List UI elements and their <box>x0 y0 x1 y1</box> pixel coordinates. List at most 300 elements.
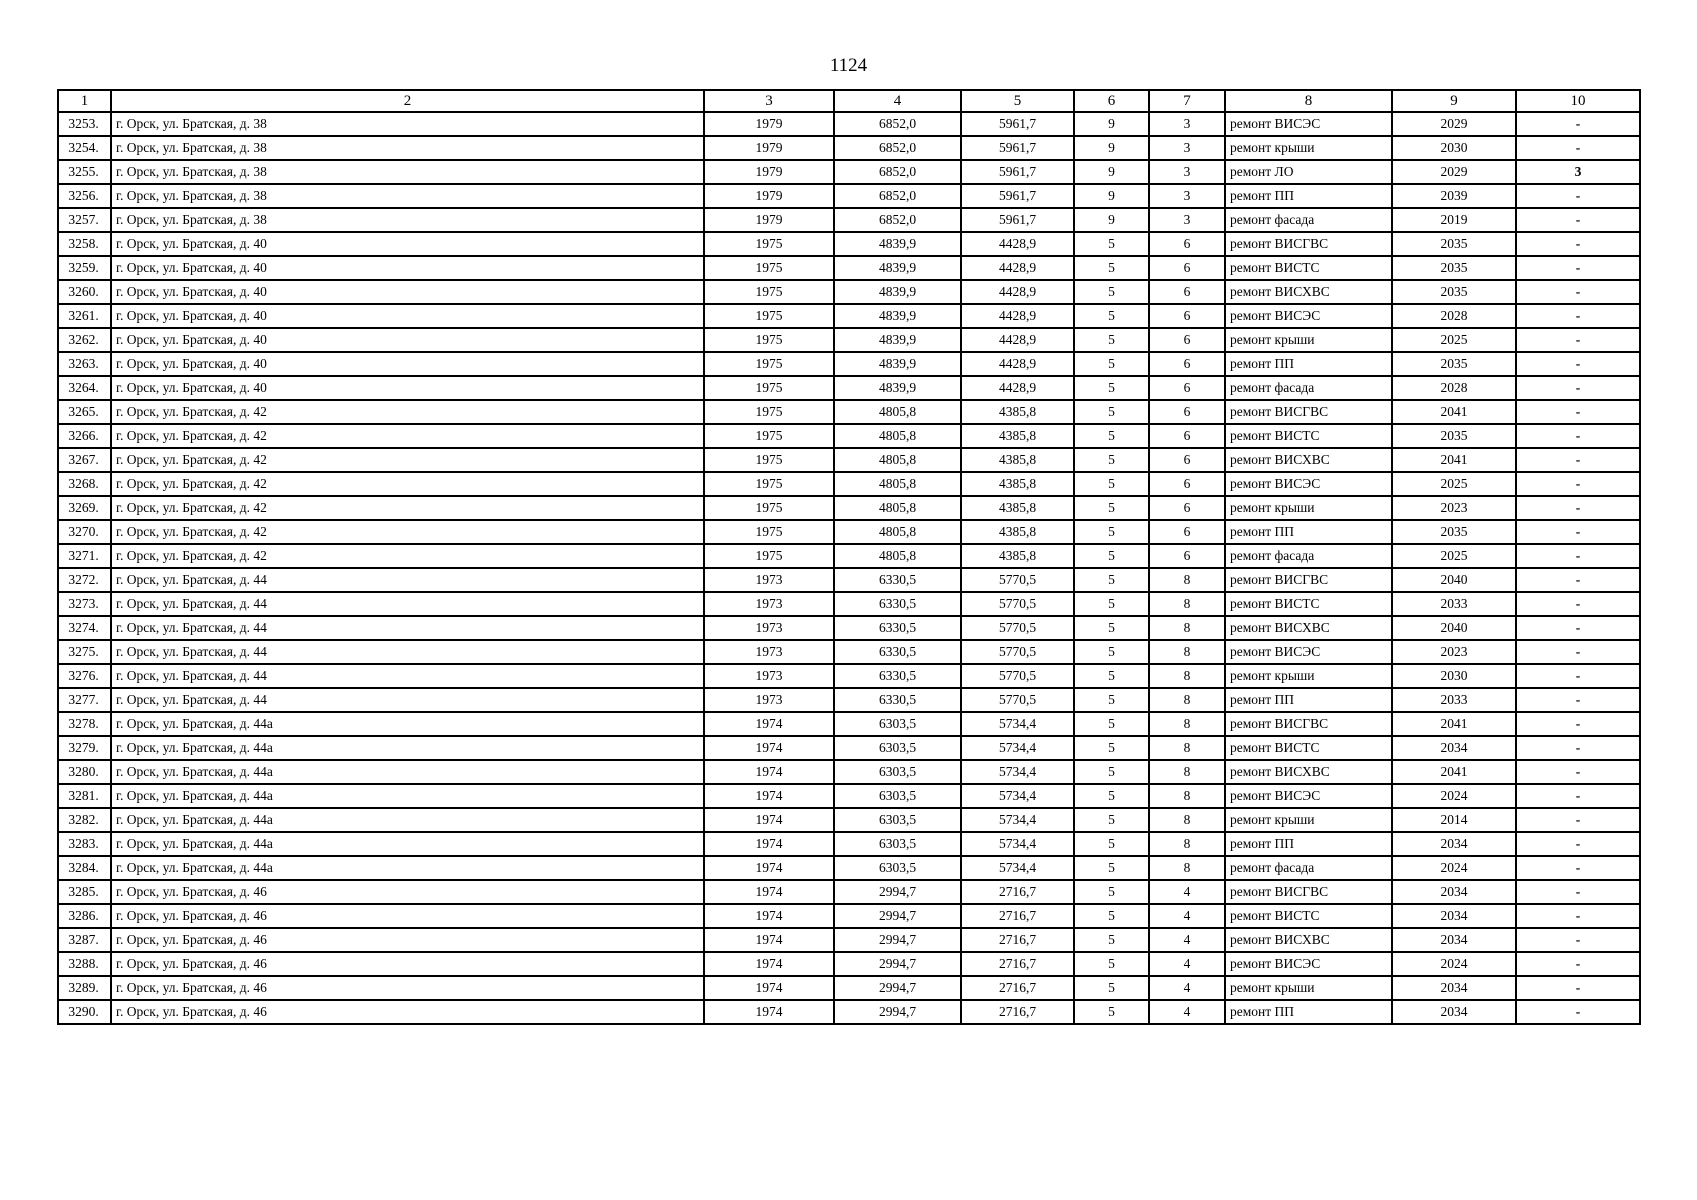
cell-row-number: 3260. <box>58 280 111 304</box>
cell-entrances: 4 <box>1149 904 1225 928</box>
cell-floors: 5 <box>1074 400 1149 424</box>
cell-column-10-value: - <box>1516 304 1640 328</box>
cell-work-type: ремонт ПП <box>1225 520 1392 544</box>
cell-address: г. Орск, ул. Братская, д. 40 <box>111 352 704 376</box>
cell-floors: 5 <box>1074 616 1149 640</box>
cell-entrances: 8 <box>1149 688 1225 712</box>
cell-living-area: 5734,4 <box>961 712 1074 736</box>
cell-living-area: 5770,5 <box>961 568 1074 592</box>
cell-entrances: 8 <box>1149 616 1225 640</box>
cell-work-type: ремонт ПП <box>1225 352 1392 376</box>
table-row <box>58 832 1640 856</box>
cell-total-area: 4805,8 <box>834 400 961 424</box>
cell-column-10-value: - <box>1516 496 1640 520</box>
cell-row-number: 3257. <box>58 208 111 232</box>
cell-living-area: 4428,9 <box>961 280 1074 304</box>
table-row <box>58 544 1640 568</box>
cell-row-number: 3285. <box>58 880 111 904</box>
cell-living-area: 5734,4 <box>961 808 1074 832</box>
cell-row-number: 3286. <box>58 904 111 928</box>
cell-work-type: ремонт ВИСХВС <box>1225 616 1392 640</box>
cell-build-year: 1974 <box>704 808 834 832</box>
cell-address: г. Орск, ул. Братская, д. 42 <box>111 520 704 544</box>
cell-floors: 5 <box>1074 832 1149 856</box>
cell-plan-year: 2025 <box>1392 472 1516 496</box>
cell-floors: 5 <box>1074 544 1149 568</box>
cell-row-number: 3290. <box>58 1000 111 1024</box>
cell-plan-year: 2034 <box>1392 928 1516 952</box>
cell-plan-year: 2034 <box>1392 832 1516 856</box>
cell-floors: 9 <box>1074 160 1149 184</box>
cell-total-area: 4805,8 <box>834 424 961 448</box>
cell-address: г. Орск, ул. Братская, д. 42 <box>111 496 704 520</box>
cell-column-10-value: - <box>1516 184 1640 208</box>
cell-living-area: 4385,8 <box>961 424 1074 448</box>
cell-build-year: 1979 <box>704 160 834 184</box>
cell-entrances: 3 <box>1149 160 1225 184</box>
cell-total-area: 6852,0 <box>834 184 961 208</box>
cell-row-number: 3278. <box>58 712 111 736</box>
cell-column-10-value: - <box>1516 520 1640 544</box>
cell-entrances: 8 <box>1149 808 1225 832</box>
cell-total-area: 4805,8 <box>834 520 961 544</box>
cell-plan-year: 2041 <box>1392 400 1516 424</box>
cell-total-area: 6303,5 <box>834 712 961 736</box>
column-header-4: 4 <box>834 90 961 112</box>
cell-living-area: 4428,9 <box>961 232 1074 256</box>
cell-living-area: 4428,9 <box>961 352 1074 376</box>
cell-total-area: 4805,8 <box>834 472 961 496</box>
cell-row-number: 3280. <box>58 760 111 784</box>
cell-plan-year: 2034 <box>1392 1000 1516 1024</box>
cell-floors: 9 <box>1074 136 1149 160</box>
cell-row-number: 3254. <box>58 136 111 160</box>
cell-total-area: 6303,5 <box>834 760 961 784</box>
cell-floors: 5 <box>1074 328 1149 352</box>
cell-plan-year: 2014 <box>1392 808 1516 832</box>
cell-address: г. Орск, ул. Братская, д. 42 <box>111 544 704 568</box>
cell-total-area: 6852,0 <box>834 112 961 136</box>
cell-row-number: 3259. <box>58 256 111 280</box>
cell-build-year: 1975 <box>704 376 834 400</box>
table-row <box>58 160 1640 184</box>
cell-build-year: 1975 <box>704 520 834 544</box>
cell-plan-year: 2035 <box>1392 424 1516 448</box>
cell-floors: 5 <box>1074 688 1149 712</box>
cell-build-year: 1975 <box>704 448 834 472</box>
cell-row-number: 3258. <box>58 232 111 256</box>
table-row <box>58 856 1640 880</box>
cell-work-type: ремонт ВИСЭС <box>1225 640 1392 664</box>
cell-build-year: 1975 <box>704 232 834 256</box>
cell-column-10-value: - <box>1516 448 1640 472</box>
page-number: 1124 <box>829 55 868 76</box>
table-row <box>58 976 1640 1000</box>
cell-build-year: 1975 <box>704 472 834 496</box>
cell-address: г. Орск, ул. Братская, д. 42 <box>111 448 704 472</box>
table-row <box>58 952 1640 976</box>
cell-entrances: 8 <box>1149 568 1225 592</box>
cell-work-type: ремонт фасада <box>1225 856 1392 880</box>
cell-row-number: 3284. <box>58 856 111 880</box>
table-row <box>58 616 1640 640</box>
cell-total-area: 6303,5 <box>834 784 961 808</box>
cell-living-area: 5734,4 <box>961 760 1074 784</box>
cell-work-type: ремонт ВИСХВС <box>1225 760 1392 784</box>
cell-total-area: 4839,9 <box>834 304 961 328</box>
cell-plan-year: 2041 <box>1392 760 1516 784</box>
table-row <box>58 880 1640 904</box>
cell-build-year: 1974 <box>704 952 834 976</box>
cell-work-type: ремонт ВИСХВС <box>1225 928 1392 952</box>
cell-floors: 5 <box>1074 1000 1149 1024</box>
cell-column-10-value: - <box>1516 112 1640 136</box>
cell-total-area: 6852,0 <box>834 208 961 232</box>
cell-build-year: 1974 <box>704 904 834 928</box>
column-header-7: 7 <box>1149 90 1225 112</box>
cell-plan-year: 2041 <box>1392 448 1516 472</box>
cell-total-area: 6330,5 <box>834 568 961 592</box>
cell-entrances: 8 <box>1149 832 1225 856</box>
cell-work-type: ремонт ПП <box>1225 832 1392 856</box>
table-row <box>58 376 1640 400</box>
cell-column-10-value: - <box>1516 832 1640 856</box>
cell-entrances: 8 <box>1149 784 1225 808</box>
cell-build-year: 1979 <box>704 208 834 232</box>
cell-build-year: 1973 <box>704 568 834 592</box>
table-row <box>58 232 1640 256</box>
cell-work-type: ремонт ВИСТС <box>1225 904 1392 928</box>
cell-build-year: 1974 <box>704 880 834 904</box>
cell-address: г. Орск, ул. Братская, д. 46 <box>111 928 704 952</box>
cell-floors: 5 <box>1074 880 1149 904</box>
table-row <box>58 520 1640 544</box>
cell-entrances: 3 <box>1149 184 1225 208</box>
cell-row-number: 3279. <box>58 736 111 760</box>
cell-plan-year: 2040 <box>1392 568 1516 592</box>
cell-total-area: 2994,7 <box>834 904 961 928</box>
cell-total-area: 4805,8 <box>834 544 961 568</box>
cell-entrances: 6 <box>1149 328 1225 352</box>
cell-column-10-value: - <box>1516 544 1640 568</box>
cell-build-year: 1975 <box>704 496 834 520</box>
table-row <box>58 760 1640 784</box>
cell-total-area: 4805,8 <box>834 496 961 520</box>
table-row <box>58 928 1640 952</box>
cell-entrances: 8 <box>1149 664 1225 688</box>
cell-address: г. Орск, ул. Братская, д. 44а <box>111 808 704 832</box>
cell-build-year: 1974 <box>704 784 834 808</box>
cell-plan-year: 2030 <box>1392 136 1516 160</box>
cell-entrances: 8 <box>1149 592 1225 616</box>
cell-column-10-value: - <box>1516 928 1640 952</box>
cell-living-area: 5734,4 <box>961 832 1074 856</box>
cell-build-year: 1975 <box>704 280 834 304</box>
cell-entrances: 6 <box>1149 256 1225 280</box>
cell-address: г. Орск, ул. Братская, д. 44 <box>111 616 704 640</box>
cell-total-area: 6330,5 <box>834 616 961 640</box>
cell-build-year: 1973 <box>704 664 834 688</box>
cell-work-type: ремонт ВИСХВС <box>1225 448 1392 472</box>
cell-address: г. Орск, ул. Братская, д. 38 <box>111 160 704 184</box>
cell-living-area: 2716,7 <box>961 952 1074 976</box>
cell-address: г. Орск, ул. Братская, д. 42 <box>111 400 704 424</box>
cell-column-10-value: - <box>1516 376 1640 400</box>
cell-address: г. Орск, ул. Братская, д. 40 <box>111 232 704 256</box>
cell-floors: 5 <box>1074 496 1149 520</box>
cell-floors: 5 <box>1074 592 1149 616</box>
cell-column-10-value: - <box>1516 280 1640 304</box>
table-row <box>58 664 1640 688</box>
cell-column-10-value: - <box>1516 880 1640 904</box>
cell-column-10-value: - <box>1516 640 1640 664</box>
cell-build-year: 1973 <box>704 592 834 616</box>
cell-floors: 5 <box>1074 952 1149 976</box>
cell-floors: 5 <box>1074 256 1149 280</box>
table-row <box>58 256 1640 280</box>
cell-plan-year: 2034 <box>1392 880 1516 904</box>
cell-floors: 5 <box>1074 856 1149 880</box>
cell-living-area: 2716,7 <box>961 928 1074 952</box>
cell-total-area: 6303,5 <box>834 808 961 832</box>
cell-floors: 5 <box>1074 640 1149 664</box>
cell-column-10-value: - <box>1516 712 1640 736</box>
cell-floors: 5 <box>1074 520 1149 544</box>
cell-entrances: 4 <box>1149 928 1225 952</box>
table-row <box>58 568 1640 592</box>
cell-row-number: 3269. <box>58 496 111 520</box>
cell-total-area: 6852,0 <box>834 136 961 160</box>
table-row <box>58 112 1640 136</box>
cell-build-year: 1974 <box>704 928 834 952</box>
cell-floors: 5 <box>1074 760 1149 784</box>
cell-build-year: 1974 <box>704 976 834 1000</box>
cell-column-10-value: - <box>1516 1000 1640 1024</box>
cell-entrances: 6 <box>1149 544 1225 568</box>
cell-total-area: 4839,9 <box>834 280 961 304</box>
cell-address: г. Орск, ул. Братская, д. 38 <box>111 136 704 160</box>
cell-floors: 5 <box>1074 712 1149 736</box>
cell-total-area: 6330,5 <box>834 688 961 712</box>
cell-plan-year: 2033 <box>1392 688 1516 712</box>
cell-row-number: 3266. <box>58 424 111 448</box>
cell-work-type: ремонт ВИСГВС <box>1225 568 1392 592</box>
cell-row-number: 3281. <box>58 784 111 808</box>
cell-floors: 5 <box>1074 376 1149 400</box>
cell-address: г. Орск, ул. Братская, д. 44а <box>111 832 704 856</box>
cell-entrances: 6 <box>1149 424 1225 448</box>
cell-entrances: 4 <box>1149 1000 1225 1024</box>
cell-living-area: 4385,8 <box>961 544 1074 568</box>
cell-living-area: 5770,5 <box>961 616 1074 640</box>
cell-build-year: 1975 <box>704 256 834 280</box>
cell-plan-year: 2035 <box>1392 232 1516 256</box>
registry-table <box>57 89 1641 1025</box>
cell-work-type: ремонт ВИСТС <box>1225 592 1392 616</box>
cell-work-type: ремонт ВИСЭС <box>1225 472 1392 496</box>
cell-column-10-value: - <box>1516 424 1640 448</box>
cell-total-area: 2994,7 <box>834 952 961 976</box>
cell-floors: 5 <box>1074 904 1149 928</box>
table-row <box>58 448 1640 472</box>
column-header-5: 5 <box>961 90 1074 112</box>
cell-row-number: 3265. <box>58 400 111 424</box>
cell-entrances: 4 <box>1149 952 1225 976</box>
cell-row-number: 3276. <box>58 664 111 688</box>
cell-address: г. Орск, ул. Братская, д. 44 <box>111 568 704 592</box>
cell-address: г. Орск, ул. Братская, д. 46 <box>111 904 704 928</box>
cell-address: г. Орск, ул. Братская, д. 46 <box>111 880 704 904</box>
cell-row-number: 3277. <box>58 688 111 712</box>
cell-column-10-value: - <box>1516 760 1640 784</box>
cell-living-area: 2716,7 <box>961 904 1074 928</box>
cell-row-number: 3283. <box>58 832 111 856</box>
cell-floors: 5 <box>1074 928 1149 952</box>
cell-work-type: ремонт ВИСГВС <box>1225 232 1392 256</box>
cell-total-area: 4839,9 <box>834 256 961 280</box>
cell-plan-year: 2028 <box>1392 376 1516 400</box>
cell-address: г. Орск, ул. Братская, д. 44 <box>111 688 704 712</box>
cell-plan-year: 2034 <box>1392 976 1516 1000</box>
cell-address: г. Орск, ул. Братская, д. 40 <box>111 304 704 328</box>
cell-total-area: 6330,5 <box>834 640 961 664</box>
cell-floors: 5 <box>1074 280 1149 304</box>
cell-column-10-value: - <box>1516 664 1640 688</box>
cell-row-number: 3289. <box>58 976 111 1000</box>
cell-row-number: 3271. <box>58 544 111 568</box>
cell-living-area: 4385,8 <box>961 448 1074 472</box>
cell-row-number: 3275. <box>58 640 111 664</box>
cell-plan-year: 2035 <box>1392 256 1516 280</box>
cell-build-year: 1975 <box>704 544 834 568</box>
cell-plan-year: 2041 <box>1392 712 1516 736</box>
cell-row-number: 3272. <box>58 568 111 592</box>
cell-column-10-value: - <box>1516 616 1640 640</box>
table-row <box>58 280 1640 304</box>
cell-column-10-value: - <box>1516 784 1640 808</box>
cell-entrances: 6 <box>1149 472 1225 496</box>
cell-plan-year: 2025 <box>1392 544 1516 568</box>
cell-plan-year: 2024 <box>1392 856 1516 880</box>
cell-column-10-value: - <box>1516 256 1640 280</box>
header-row <box>58 90 1640 112</box>
cell-total-area: 6330,5 <box>834 664 961 688</box>
cell-address: г. Орск, ул. Братская, д. 38 <box>111 184 704 208</box>
cell-floors: 5 <box>1074 976 1149 1000</box>
cell-work-type: ремонт крыши <box>1225 808 1392 832</box>
cell-total-area: 4839,9 <box>834 352 961 376</box>
cell-column-10-value: 3 <box>1516 160 1640 184</box>
cell-entrances: 8 <box>1149 736 1225 760</box>
cell-plan-year: 2023 <box>1392 496 1516 520</box>
cell-entrances: 3 <box>1149 112 1225 136</box>
cell-build-year: 1979 <box>704 184 834 208</box>
cell-plan-year: 2033 <box>1392 592 1516 616</box>
cell-plan-year: 2039 <box>1392 184 1516 208</box>
table-row <box>58 472 1640 496</box>
cell-work-type: ремонт ВИСГВС <box>1225 400 1392 424</box>
cell-entrances: 6 <box>1149 280 1225 304</box>
cell-row-number: 3288. <box>58 952 111 976</box>
cell-work-type: ремонт крыши <box>1225 664 1392 688</box>
cell-living-area: 2716,7 <box>961 1000 1074 1024</box>
cell-entrances: 6 <box>1149 304 1225 328</box>
cell-address: г. Орск, ул. Братская, д. 42 <box>111 424 704 448</box>
cell-floors: 9 <box>1074 112 1149 136</box>
cell-work-type: ремонт ПП <box>1225 1000 1392 1024</box>
column-header-2: 2 <box>111 90 704 112</box>
cell-total-area: 6303,5 <box>834 856 961 880</box>
cell-address: г. Орск, ул. Братская, д. 44 <box>111 664 704 688</box>
cell-work-type: ремонт крыши <box>1225 328 1392 352</box>
cell-column-10-value: - <box>1516 736 1640 760</box>
cell-total-area: 6303,5 <box>834 736 961 760</box>
cell-entrances: 6 <box>1149 520 1225 544</box>
cell-build-year: 1979 <box>704 136 834 160</box>
cell-work-type: ремонт ЛО <box>1225 160 1392 184</box>
cell-address: г. Орск, ул. Братская, д. 46 <box>111 976 704 1000</box>
cell-row-number: 3282. <box>58 808 111 832</box>
column-header-9: 9 <box>1392 90 1516 112</box>
column-header-3: 3 <box>704 90 834 112</box>
cell-address: г. Орск, ул. Братская, д. 46 <box>111 952 704 976</box>
cell-plan-year: 2034 <box>1392 736 1516 760</box>
cell-column-10-value: - <box>1516 208 1640 232</box>
table-row <box>58 304 1640 328</box>
cell-build-year: 1974 <box>704 1000 834 1024</box>
cell-work-type: ремонт ВИСЭС <box>1225 784 1392 808</box>
cell-plan-year: 2035 <box>1392 352 1516 376</box>
cell-row-number: 3261. <box>58 304 111 328</box>
cell-total-area: 4839,9 <box>834 376 961 400</box>
cell-plan-year: 2035 <box>1392 280 1516 304</box>
cell-build-year: 1975 <box>704 352 834 376</box>
cell-floors: 5 <box>1074 304 1149 328</box>
cell-address: г. Орск, ул. Братская, д. 40 <box>111 328 704 352</box>
cell-row-number: 3263. <box>58 352 111 376</box>
cell-plan-year: 2030 <box>1392 664 1516 688</box>
cell-living-area: 4385,8 <box>961 472 1074 496</box>
cell-entrances: 8 <box>1149 712 1225 736</box>
cell-row-number: 3262. <box>58 328 111 352</box>
cell-total-area: 2994,7 <box>834 880 961 904</box>
cell-build-year: 1974 <box>704 736 834 760</box>
cell-row-number: 3270. <box>58 520 111 544</box>
cell-entrances: 4 <box>1149 976 1225 1000</box>
cell-column-10-value: - <box>1516 952 1640 976</box>
cell-work-type: ремонт ВИСТС <box>1225 256 1392 280</box>
cell-living-area: 5961,7 <box>961 136 1074 160</box>
cell-work-type: ремонт фасада <box>1225 208 1392 232</box>
cell-entrances: 8 <box>1149 856 1225 880</box>
cell-plan-year: 2034 <box>1392 904 1516 928</box>
cell-column-10-value: - <box>1516 688 1640 712</box>
table-row <box>58 352 1640 376</box>
cell-row-number: 3267. <box>58 448 111 472</box>
cell-entrances: 4 <box>1149 880 1225 904</box>
cell-living-area: 4385,8 <box>961 400 1074 424</box>
cell-work-type: ремонт ПП <box>1225 184 1392 208</box>
cell-address: г. Орск, ул. Братская, д. 44 <box>111 640 704 664</box>
cell-build-year: 1973 <box>704 688 834 712</box>
cell-row-number: 3253. <box>58 112 111 136</box>
table-body <box>58 112 1640 1024</box>
cell-total-area: 4805,8 <box>834 448 961 472</box>
cell-living-area: 5734,4 <box>961 856 1074 880</box>
cell-column-10-value: - <box>1516 976 1640 1000</box>
cell-build-year: 1975 <box>704 328 834 352</box>
cell-total-area: 4839,9 <box>834 232 961 256</box>
